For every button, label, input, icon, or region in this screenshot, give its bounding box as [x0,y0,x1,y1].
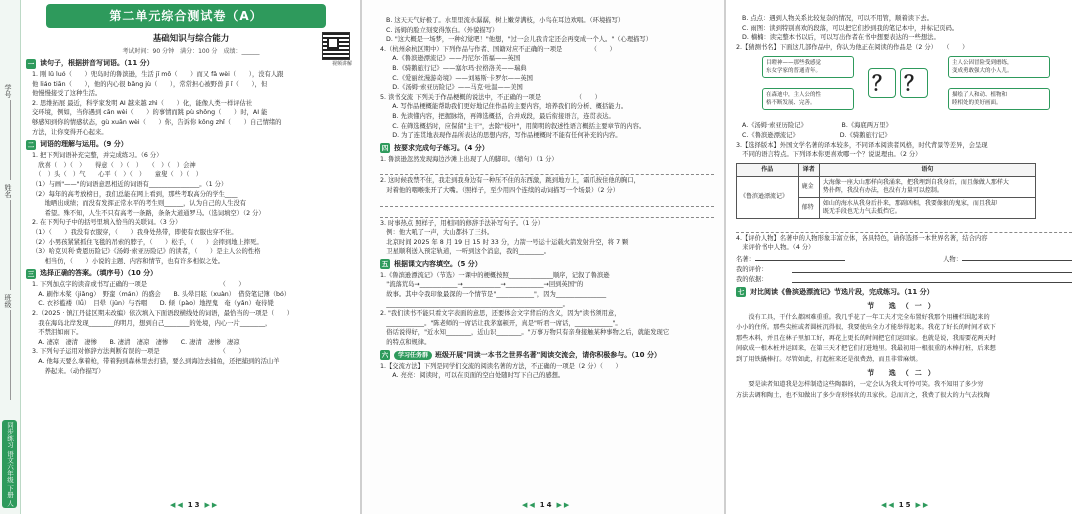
option-line[interactable]: A. 凄凉 凄清 凄惨 B. 凄清 凄凉 凄惨 C. 凄清 凄惨 凄凉 [32,338,240,346]
option-line[interactable]: B. 点点：遇到人物关系比较复杂的情况，可以不用管，顺着读下去。 [742,15,933,22]
question-line: 1.《鲁滨逊漂流记》（节选）一课中的梗概按照______________顺序，记叙了鲁滨逊 [380,271,610,279]
excerpt-2-title: 节 选（二） [867,369,941,378]
section-2-body [26,151,356,266]
option-line[interactable]: A. 写作品梗概能帮助我们更好地记住作品的主要内容，培养我们的分析、概括能力。 [386,103,628,111]
class-label: 班级 [4,294,12,308]
section-2-heading [26,139,356,150]
question-line: 方法，让你变得开心起来。 [32,128,108,136]
question-line: 3. 时事热点 照样子，用相同的修辞手法补写句子。（1 分） [380,219,544,227]
question-line: 1. 刚 lǔ luó（ ）兜岛时的鲁滨逊，生活 jī mō（ ）而又 fǎ wèi（ ），没有人跟 [32,71,284,78]
exam-subtitle: 基础知识与综合能力 [152,34,230,44]
question-line: 3.【选择版本】外国文学名著的译本较多，不同译本阅读者风格，时代背景等差异，会呈现 [736,141,988,149]
question-line: "流落荒岛→____________→____________→____________→回到英国"的 [380,281,584,289]
question-line: 2.【猜测书名】下面这几部作品中，你认为他正在阅读的作品是（2 分） （ ） [736,43,969,51]
section-6-number: 六 [381,351,389,360]
page-number-15: ◀◀ 15 ▶▶ [881,501,931,509]
passage-line: 到了用铁撬棒打。尽管如此，打起桩来还是很费劲，而且非常麻烦。 [736,355,922,363]
question-line: 1. 下列加点字的读音或书写正确的一项是 （ ） [32,281,245,289]
book-badge: 同步练习 语文六年级 下册 人 [2,420,17,508]
page-13 [0,0,360,514]
option-line[interactable]: A.《鲁滨逊漂流记》——丹尼尔·笛福——英国 [386,55,521,63]
question-line: 地晒出成绩；而没有发挥正常水平的考生则______，认为自己的人生没有 [32,200,247,208]
question-line: 不同的语言特点。下列译本你更喜欢哪一个？说说理由。（2 分） [736,151,922,159]
answer-line[interactable] [736,223,1072,233]
section-6-continued [736,14,1072,52]
page-14-body [380,16,714,494]
section-5-body [380,271,714,348]
page-13-body [26,2,356,492]
person-field[interactable]: 人物： [943,253,1072,265]
question-line: 他 liáo tiān（ ），他的内心很 bǎng jù（ ），常常担心被野兽 jī ǐ（ ），但 [32,80,268,88]
option-line[interactable]: D.《汤姆·索亚历险记》——马克·吐温——美国 [386,84,523,92]
question-line: 来评价书中人物。（4 分） [736,244,815,252]
exam-title: 第二单元综合测试卷（A） [46,4,326,28]
section-4-heading [380,143,714,154]
question-line: 够感知到你的情感状态，gù xuān wèi（ ）你，告诉你 kōng zhǐ（ ）自己情绪的 [32,118,282,126]
class-line[interactable] [10,310,11,400]
section-6-heading [380,350,714,361]
section-1-number: 一 [27,59,35,68]
section-4-title: 按要求完成句子练习。（4 分） [394,143,489,152]
basis-field[interactable]: 我的依据： [736,275,1072,285]
question-line: 欣喜（ ）（ ） 得意（ ）（ ） （ ）（ ）会神 [32,161,196,169]
translation-table [736,163,1036,219]
option-line[interactable]: A. 他每天要么拿着枪，带着狗到森林里去打猎，要么到海边去捕鱼，还把捕到的活山羊 [32,358,280,366]
question-line: 1.【交流方法】下列是同学们交流的阅读名著的方法，不正确的一项是（2 分）（ ） [380,362,622,370]
binding-strip [0,0,21,514]
section-1-heading [26,58,356,69]
book-field[interactable]: 名著： [736,253,845,265]
question-line: （2）每年的高考放榜日，我们总能在网上看到，那些考取高分的学生____ [32,190,238,198]
section-1-title: 读句子，根据拼音写词语。（11 分） [40,59,154,67]
question-line: （1）（ ）我没有衣服穿，（ ）我身处热带，即使有衣服也穿不住。 [32,228,238,236]
section-3-body [26,280,356,376]
question-line: （3）哈克贝利·费恩历险记》《汤姆·索亚历险记》的读者，（ ）是主人公的性格 [32,248,261,256]
exam-meta: 考试时间：90 分钟 满分：100 分 成绩：______ [122,48,260,55]
name-label: 姓名 [4,184,12,198]
passage-line: 方法去调和陶土，也不知做出了多少奇形怪状的丑家伙。总而言之，我费了很大的力气去找陶 [736,391,990,399]
section-6-body [380,362,714,381]
question-line: 例：他大吼了一声，大山都抖了三抖。 [380,229,494,237]
evaluate-question [736,234,1072,285]
option-line[interactable]: 养起来。（动作描写） [32,367,105,375]
option-line[interactable]: C. 汤姆的脸立刻变得煞白。（外貌描写） [386,26,499,34]
question-mark-icon: ？ [868,68,896,98]
section-2-number: 二 [27,140,35,149]
option-line[interactable]: C. 在筛选概括时，应保留"主干"，去除"枝叶"，用简明的叙述性语言概括主要章节的内容。 [386,122,646,130]
question-line: 2. 这时候我禁不住，我走到我身边有一种压不住的东西激，跳到地方上，霜爪按住他的胸口， [380,177,640,185]
page-15-body [736,14,1072,494]
student-number-line[interactable] [10,100,11,180]
section-4-body [380,155,714,257]
section-5-title: 根据课文内容填空。（5 分） [394,259,482,268]
section-3-title: 选择正确的答案。（填序号）（10 分） [40,269,158,278]
excerpt-1 [736,313,1072,366]
passage-line: 那些木料，并且在林子里加工好，再花上更长的时间把它们运回家。也就是说，我需要花两天时 [736,334,996,342]
question-line: 对着他的咽喉张开了大嘴。（照样子，至少用四个连续的动词描写一个场景）（2 分） [380,186,619,194]
question-line: 2. "我们读书不能只看文字表面的意思，还要体会文字背后的含义，因为"读书须用意， [380,310,621,318]
table-header: 译者 [798,163,819,176]
question-line: （1）与画"——"的词语意思相近的词语有________________。（1 分） [32,180,228,188]
page-14 [362,0,724,514]
excerpt-2 [736,380,1072,401]
question-line: 的特点和规律。 [380,339,431,347]
name-line[interactable] [10,200,11,290]
section-1-body [26,70,356,137]
option-line[interactable]: A. 亮亮：阅读时，可以在页面的空白处随时写下自己的感想。 [386,372,565,380]
option-line[interactable]: A.《汤姆·索亚历险记》 B.《海底两万里》 [742,122,892,130]
answer-line[interactable] [380,208,714,218]
table-cell-translator: 鹿金 [798,176,819,197]
question-line: ________________________________________________________。 [380,300,569,308]
passage-line: 没有工具，干什么都困难重重。我几乎花了一年工夫才完全布置好我那个用栅栏围起来的 [736,313,990,321]
option-line[interactable]: D. 为了连贯地表现作品所表达的思想内容，写作品梗概时不能有任何补充的内容。 [386,132,622,140]
section-3-heading [26,268,356,279]
question-line: 2. 在下列句子中的括号里填入恰当的关联词。（3 分） [32,219,182,227]
section-3-continued [380,16,714,141]
section-7-heading [736,287,1072,298]
question-line: 4.（杭州余杭区期中）下列作品与作者、国籍对应不正确的一项是 （ ） [380,45,616,53]
book-clue-diagram [736,54,1072,118]
question-line: 相当仿，（ ）小说的主题、内容和情节，也有许多相似之处。 [32,257,225,265]
table-cell-translator: 郁特 [798,197,819,218]
option-line[interactable]: B.《骑鹅旅行记》——塞尔玛·拉格洛芙——瑞典 [386,64,527,72]
question-line: 1. 把下列词语补充完整，并完成练习。（6 分） [32,152,163,160]
task-group-tag: 学习任务群 [394,351,432,360]
option-line[interactable]: B. 这天天气好极了。水里里流水潺潺，树上嫩芽满枝，小鸟在耳边欢唱。（环境描写） [386,17,625,24]
question-line: 5. 读书交流 下列关于作品梗概的说法中，不正确的一项是 （ ） [380,93,601,101]
question-line: 1. 鲁滨逊忽然发现海边沙滩上出现了人的脚印。（缩句）（1 分） [380,155,558,163]
page-number-13: ◀◀ 13 ▶▶ [170,501,220,509]
qr-label: 视频讲解 [331,61,352,67]
table-cell-work: 《鲁滨逊漂流记》 [737,176,799,218]
translation-question [736,141,1072,160]
section-4-number: 四 [381,144,389,153]
question-mark-icon: ？ [900,68,928,98]
question-line: 交环境，例如，当你遇到 cān wèi（ ）的事情而跳 pù shǒng（ ）时，AI 能 [32,109,268,117]
excerpt-1-title: 节 选（一） [867,301,941,310]
table-cell-sentence: 如山的海水从我身后扑来，那副凶相，我要像狠的鬼家，而且我却 既无手段也无力气去抵挡它。 [819,197,1035,218]
section-5-number: 五 [381,260,389,269]
passage-line: 要是读者知道我是怎样制造这些陶器的，一定会认为我太可怜可笑。我不知用了多少穷 [736,381,984,389]
table-row [737,176,1036,197]
question-line: 2. 思维拓展 最近，科学家发明 AI 越来越 zhì（ ）化，能像人类一样评估社 [32,99,253,107]
qr-code-icon[interactable] [322,32,350,60]
book-person-fields [736,253,1072,265]
option-line[interactable]: D. 楠楠：读完整本书以后，可以写出作者在书中想要表达的一些想法。 [742,34,940,42]
section-6-title: 班级开展"同读一本书之世界名著"阅读交流会，请你积极参与。（10 分） [435,350,661,359]
clue-box-3: 主人公因冒险受到磨练， 变成勇敢强大的小人儿。 [948,56,1050,78]
table-cell-sentence: 大海像一座大山那样向我涌来，把我埋到自我身后，而且像做人那样大 势扑辉，我没有办法，也没有力量可以控制。 [819,176,1035,197]
table-header: 作品 [737,163,799,176]
section-7-number: 七 [737,288,745,297]
question-line: ____________。"陈老师的一席话让我茅塞顿开，真是"听君一席话，____________"。 [380,319,622,327]
question-line: 3. 下列句子运用对修辞方法判断有误的一项是 （ ） [32,348,245,356]
question-line: 北京时间 2025 年 8 月 19 日 15 时 33 分，力箭一号运十运载火箭发射升空，将 7 颗 [380,238,629,246]
option-line[interactable]: C. 衣衫褴褛（lǚ） 目晕（jūn）与吞咽 D. 倾（pào）地捏鬼 奄（yǎn）奄待毙 [32,300,274,308]
question-line: 4.【评价人物】名著中的人物形象丰富立体，各具特色，请你选择一本世界名著，结合内容 [736,234,988,242]
clue-box-4: 描绘了人和动、植物和 睦相处的美好画面。 [948,88,1050,110]
answer-line[interactable] [380,165,714,175]
section-3-number: 三 [27,269,35,278]
question-line: 故事。其中令我印象最深的一个情节是"____________"，因为________________ [380,291,607,299]
question-line: 卫星顺利送入预定轨道，一听到这个消息，我的________。 [380,248,551,256]
question-line: 他慢慢接受了这种生活。 [32,90,102,98]
question-line: （ ）头（ ）气 心平（ ）（ ） 童叟（ ）（ ） [32,171,203,179]
passage-line: 小小的住所。那些尖桩或者圆桩沉得很，我要使出全力才能举得起来。我花了好长的时间才砍下 [736,324,996,332]
option-line[interactable]: A. 刷作木桨（jiǎng） 野蛮（mán）的盛会 B. 头晕目眩（xuàn） 借贷笔记簿（bó） [32,290,291,298]
option-line[interactable]: B. 先读懂内容，把握脉络，再筛选概括，合并成段，最后衔接语言，连贯表达。 [386,112,615,120]
section-5-heading [380,259,714,270]
question-line: 俗话说得好，"近水知________，近山识________。"万事万物只有亲身接触某种事物之后，就能发现它 [380,329,670,337]
question-line: （2）小男孩紧紧抓住飞毯的吊索的脖子，（ ）松手，（ ）会摔到地上摔死。 [32,238,263,246]
section-2-title: 词语的理解与运用。（9 分） [40,140,128,149]
question-line: 不禁泪如雨下。 [32,329,83,337]
option-line[interactable]: C. 雨图：读到特别喜欢的段落，可以把它们抄到我的笔记本中，并标记页码。 [742,24,959,32]
option-line[interactable]: C.《爱丽丝漫游奇境》——刘易斯·卡罗尔——英国 [386,74,533,82]
student-number-label: 学号 [4,84,12,98]
table-header-row [737,163,1036,176]
book-options [736,121,1072,140]
passage-line: 间砍成一根木桩并运回来，在第三天才把它们打进地里。我最初用一根很重的木棒打桩，后来想 [736,345,996,353]
option-line[interactable]: D. "这大概是一场梦，一种幻觉吧！"他想，"过一会儿我肯定还会再变成一个人。"（心理描写） [386,36,653,44]
page-number-14: ◀◀ 14 ▶▶ [522,501,572,509]
clue-box-1: 目瞪神——那些我感觉 东女学家的普通青年。 [762,56,854,78]
question-line: 2.（2025 · 镇江丹徒区期末改编）依次填入下面语段横线处的词语，最恰当的一项是（ ） [32,310,294,318]
evaluation-field[interactable]: 我的评价： [736,265,1072,275]
option-line[interactable]: C.《鲁滨逊漂流记》 D.《骑鹅旅行记》 [742,131,891,139]
table-header: 语句 [819,163,1035,176]
page-15 [726,0,1080,514]
question-line: 我在海岛北岸发现________的明月，想到自己________的处境，内心一片________， [32,319,272,327]
section-7-title: 对比阅读《鲁滨逊漂流记》节选片段，完成练习。（11 分） [750,287,934,296]
clue-box-2: 在森迪中，主人公的性 格不断发展、完善。 [762,88,854,110]
question-line: 希望。殊不知，人生不只有高考一条路，条条大道通罗马。（选词填空）（2 分） [32,209,265,217]
answer-line[interactable] [380,197,714,207]
